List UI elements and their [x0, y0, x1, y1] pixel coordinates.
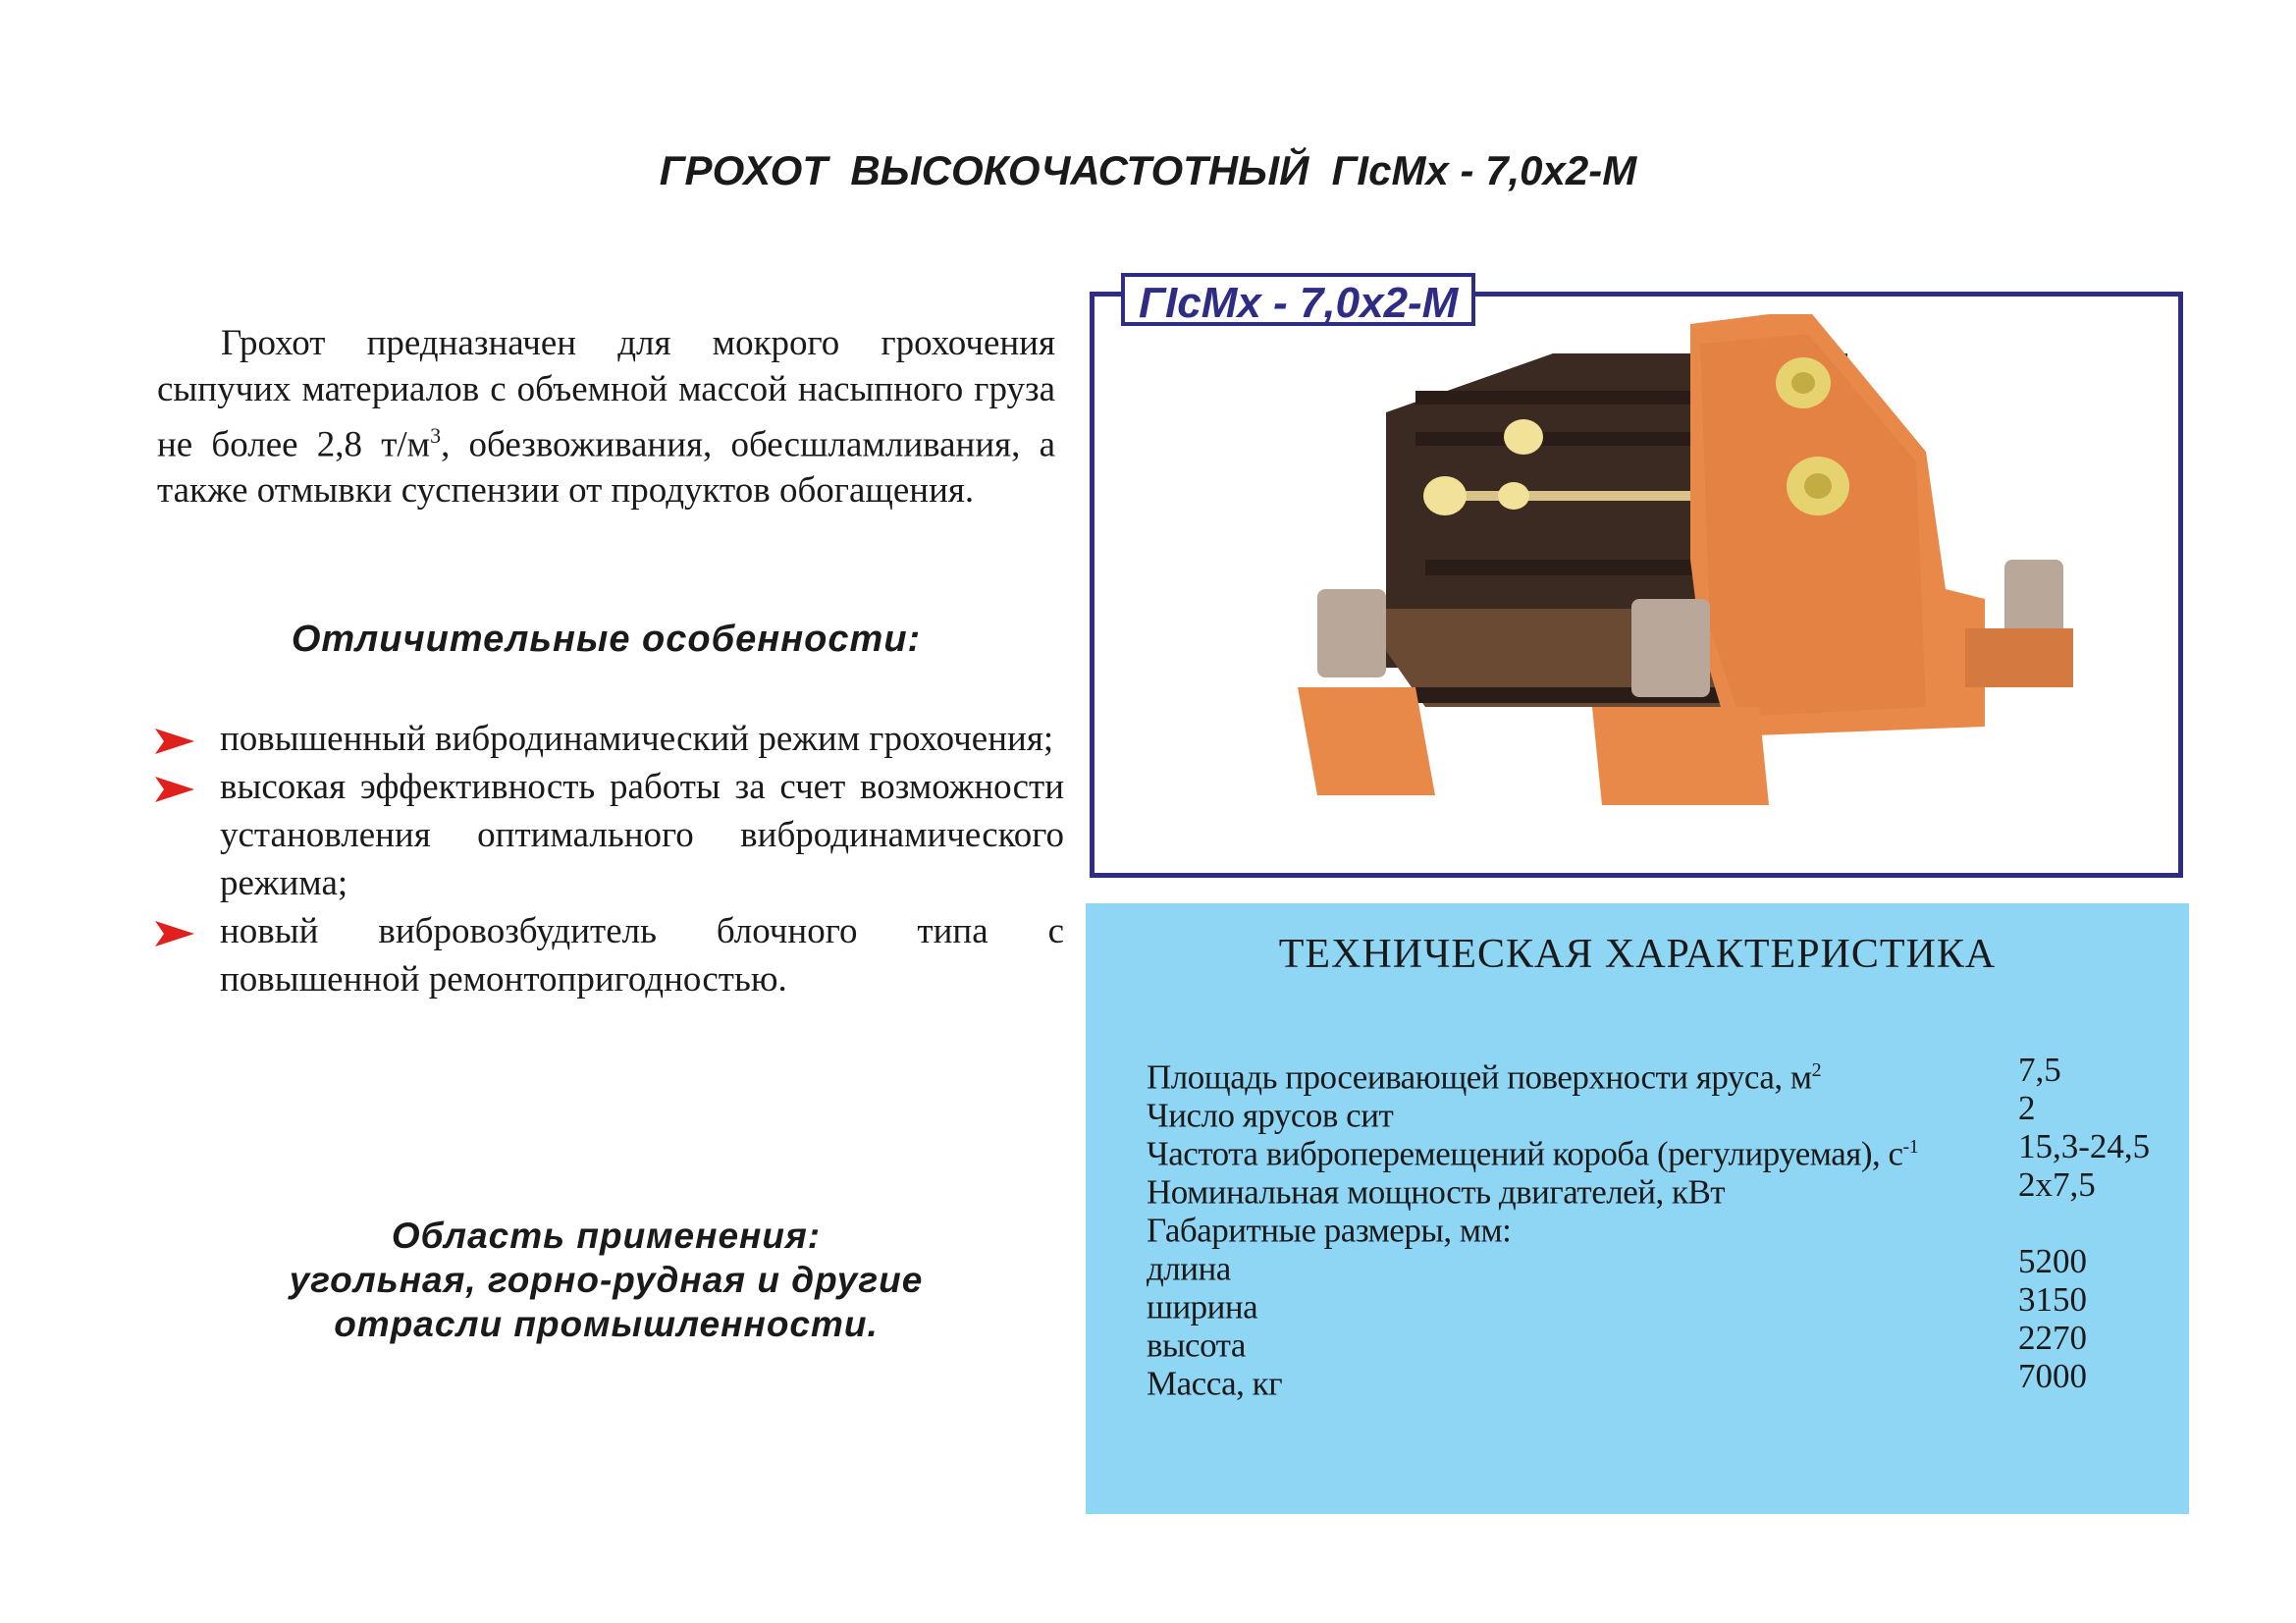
application-heading: Область применения:	[391, 1216, 822, 1256]
spec-value: 2270	[2018, 1319, 2087, 1357]
spec-row	[1147, 1319, 2187, 1365]
spec-row	[1147, 1051, 2187, 1097]
model-label: ГIсМх - 7,0х2-М	[1121, 273, 1475, 326]
spec-name: Частота виброперемещений короба (регулируемая), $с^{-1}$	[1147, 1134, 1919, 1173]
intro-paragraph	[157, 320, 1055, 514]
spec-row	[1147, 1165, 2187, 1212]
spec-row	[1147, 1357, 2187, 1403]
spec-value: 2	[2018, 1089, 2036, 1127]
specs-panel	[1086, 903, 2189, 1514]
spec-row	[1147, 1127, 2187, 1173]
feature-text: повышенный вибродинамический режим грохочения;	[220, 719, 1054, 759]
spec-value: 5200	[2018, 1242, 2087, 1280]
spec-row	[1147, 1280, 2187, 1326]
spec-name: Габаритные размеры, мм:	[1147, 1211, 1512, 1250]
application-area	[157, 1214, 1055, 1346]
spec-row	[1147, 1242, 2187, 1288]
intro-text-end: , обезвоживания, обесшламливания, а также отмывки суспензии от продуктов обогащения.	[157, 424, 1056, 512]
spec-name: Номинальная мощность двигателей, кВт	[1147, 1172, 1726, 1212]
spec-row	[1147, 1089, 2187, 1135]
intro-text-start: Грохот предназначен для мокрого грохочения сыпучих материалов с объемной массой насыпного груза не более 2,8 т/м	[157, 323, 1055, 465]
application-line: отрасли промышленности.	[334, 1304, 879, 1344]
feature-item	[0, 715, 1064, 763]
spec-name: Масса, кг	[1147, 1364, 1283, 1403]
spec-value: 2х7,5	[2018, 1165, 2096, 1204]
feature-text: высокая эффективность работы за счет возможности установления оптимального вибродинамического режима;	[220, 767, 1064, 903]
features-heading: Отличительные особенности:	[291, 619, 922, 660]
intro-superscript: 3	[430, 423, 442, 448]
spec-name: Число ярусов сит	[1147, 1096, 1394, 1135]
spec-value: 7000	[2018, 1357, 2087, 1395]
red-arrow-bullet-icon	[155, 921, 194, 947]
spec-name: ширина	[1147, 1287, 1258, 1326]
red-arrow-bullet-icon	[155, 729, 194, 754]
page-title: ГРОХОТ ВЫСОКОЧАСТОТНЫЙ ГIсМх - 7,0х2-М	[659, 147, 1637, 193]
application-line: угольная, горно-рудная и другие	[289, 1260, 924, 1300]
feature-item	[0, 763, 1064, 907]
spec-name: высота	[1147, 1325, 1246, 1365]
spec-value: 15,3-24,5	[2018, 1127, 2151, 1165]
vibrating-screen-machine-illustration	[1298, 314, 2083, 805]
feature-item	[0, 907, 1064, 1003]
specs-title: ТЕХНИЧЕСКАЯ ХАРАКТЕРИСТИКА	[1278, 932, 1997, 977]
spec-name: Площадь просеивающей поверхности яруса, $м^2$	[1147, 1057, 1822, 1097]
red-arrow-bullet-icon	[155, 777, 194, 802]
spec-row	[1147, 1204, 2187, 1250]
spec-value: 7,5	[2018, 1051, 2061, 1089]
spec-value: 3150	[2018, 1280, 2087, 1319]
features-list	[0, 715, 1064, 1003]
spec-name: длина	[1147, 1249, 1231, 1288]
feature-text: новый вибровозбудитель блочного типа с повышенной ремонтопригодностью.	[220, 911, 1064, 1000]
